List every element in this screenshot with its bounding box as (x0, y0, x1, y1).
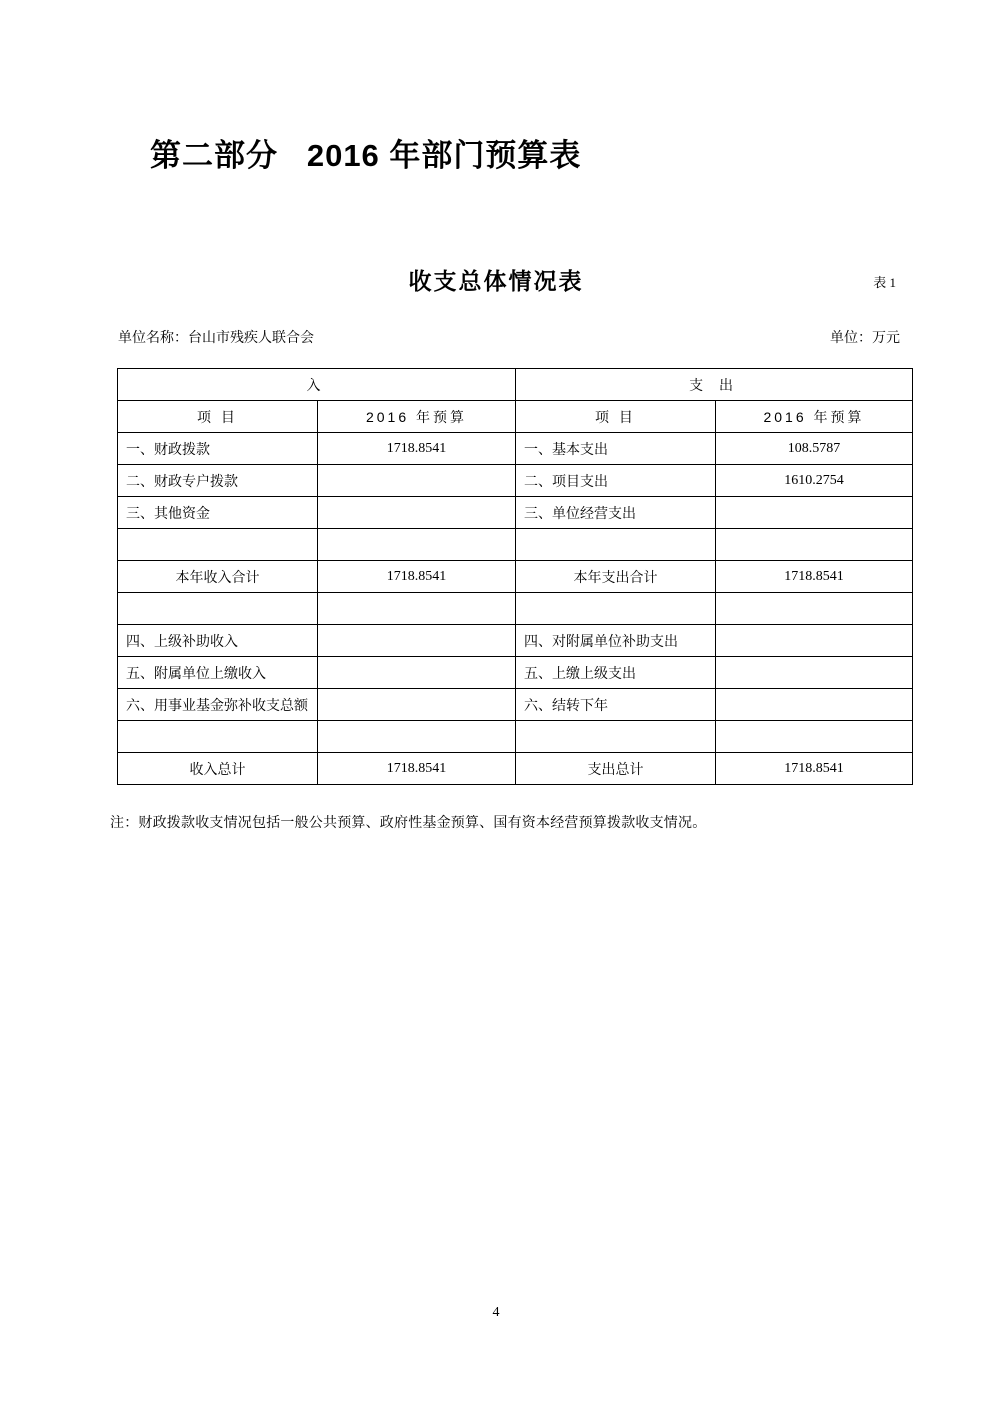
row-income-value (318, 465, 516, 497)
column-header-expenditure-budget: 2016 年预算 (716, 401, 913, 433)
table-row (118, 465, 913, 497)
row-expenditure-label: 四、对附属单位补助支出 (516, 625, 716, 657)
row-income-label: 四、上级补助收入 (118, 625, 318, 657)
row-expenditure-label: 三、单位经营支出 (516, 497, 716, 529)
row-income-label: 五、附属单位上缴收入 (118, 657, 318, 689)
row-expenditure-value (716, 657, 913, 689)
row-expenditure-value: 1718.8541 (716, 753, 913, 785)
group-header-income: 入 (118, 369, 516, 401)
table-row (118, 689, 913, 721)
row-expenditure-label: 本年支出合计 (516, 561, 716, 593)
table-column-header-row (118, 401, 913, 433)
table-title: 收支总体情况表 (408, 269, 584, 294)
row-income-label: 本年收入合计 (118, 561, 318, 593)
row-income-label: 一、财政拨款 (118, 433, 318, 465)
row-income-label: 收入总计 (118, 753, 318, 785)
row-expenditure-value (716, 625, 913, 657)
table-row (118, 497, 913, 529)
unit-measure-label: 单位：万元 (830, 329, 900, 345)
row-expenditure-label: 五、上缴上级支出 (516, 657, 716, 689)
row-income-label: 二、财政专户拨款 (118, 465, 318, 497)
table-row-spacer (118, 721, 913, 753)
page-number: 4 (492, 1305, 500, 1320)
row-expenditure-value (716, 593, 913, 625)
row-income-label: 六、用事业基金弥补收支总额 (118, 689, 318, 721)
group-header-expenditure: 支 出 (516, 369, 913, 401)
row-expenditure-value (716, 721, 913, 753)
row-expenditure-label: 六、结转下年 (516, 689, 716, 721)
row-income-label (118, 593, 318, 625)
row-income-value (318, 721, 516, 753)
row-income-label (118, 529, 318, 561)
table-row (118, 433, 913, 465)
row-income-value: 1718.8541 (318, 433, 516, 465)
table-row-total (118, 561, 913, 593)
row-expenditure-value: 108.5787 (716, 433, 913, 465)
row-income-label: 三、其他资金 (118, 497, 318, 529)
row-expenditure-label (516, 721, 716, 753)
row-expenditure-value (716, 529, 913, 561)
budget-table (117, 368, 913, 785)
page-title: 第二部分 2016 年部门预算表 (150, 138, 582, 173)
row-expenditure-label (516, 593, 716, 625)
row-expenditure-value: 1718.8541 (716, 561, 913, 593)
table-footnote: 注：财政拨款收支情况包括一般公共预算、政府性基金预算、国有资本经营预算拨款收支情况。 (110, 814, 707, 830)
row-income-value (318, 625, 516, 657)
row-expenditure-value (716, 497, 913, 529)
table-row (118, 625, 913, 657)
row-income-value: 1718.8541 (318, 561, 516, 593)
row-income-value: 1718.8541 (318, 753, 516, 785)
table-number-label: 表 1 (873, 275, 896, 290)
table-group-header-row (118, 369, 913, 401)
row-income-value (318, 657, 516, 689)
column-header-income-budget: 2016 年预算 (318, 401, 516, 433)
row-expenditure-value: 1610.2754 (716, 465, 913, 497)
unit-name-label: 单位名称：台山市残疾人联合会 (118, 329, 314, 345)
table-row (118, 657, 913, 689)
table-row-total (118, 753, 913, 785)
row-expenditure-label: 支出总计 (516, 753, 716, 785)
row-expenditure-label: 一、基本支出 (516, 433, 716, 465)
column-header-expenditure-item: 项 目 (516, 401, 716, 433)
row-income-value (318, 529, 516, 561)
budget-table-body (118, 369, 913, 785)
table-row-spacer (118, 593, 913, 625)
table-row-spacer (118, 529, 913, 561)
row-income-value (318, 593, 516, 625)
row-expenditure-label: 二、项目支出 (516, 465, 716, 497)
row-expenditure-value (716, 689, 913, 721)
row-income-value (318, 689, 516, 721)
column-header-income-item: 项 目 (118, 401, 318, 433)
row-expenditure-label (516, 529, 716, 561)
row-income-label (118, 721, 318, 753)
row-income-value (318, 497, 516, 529)
